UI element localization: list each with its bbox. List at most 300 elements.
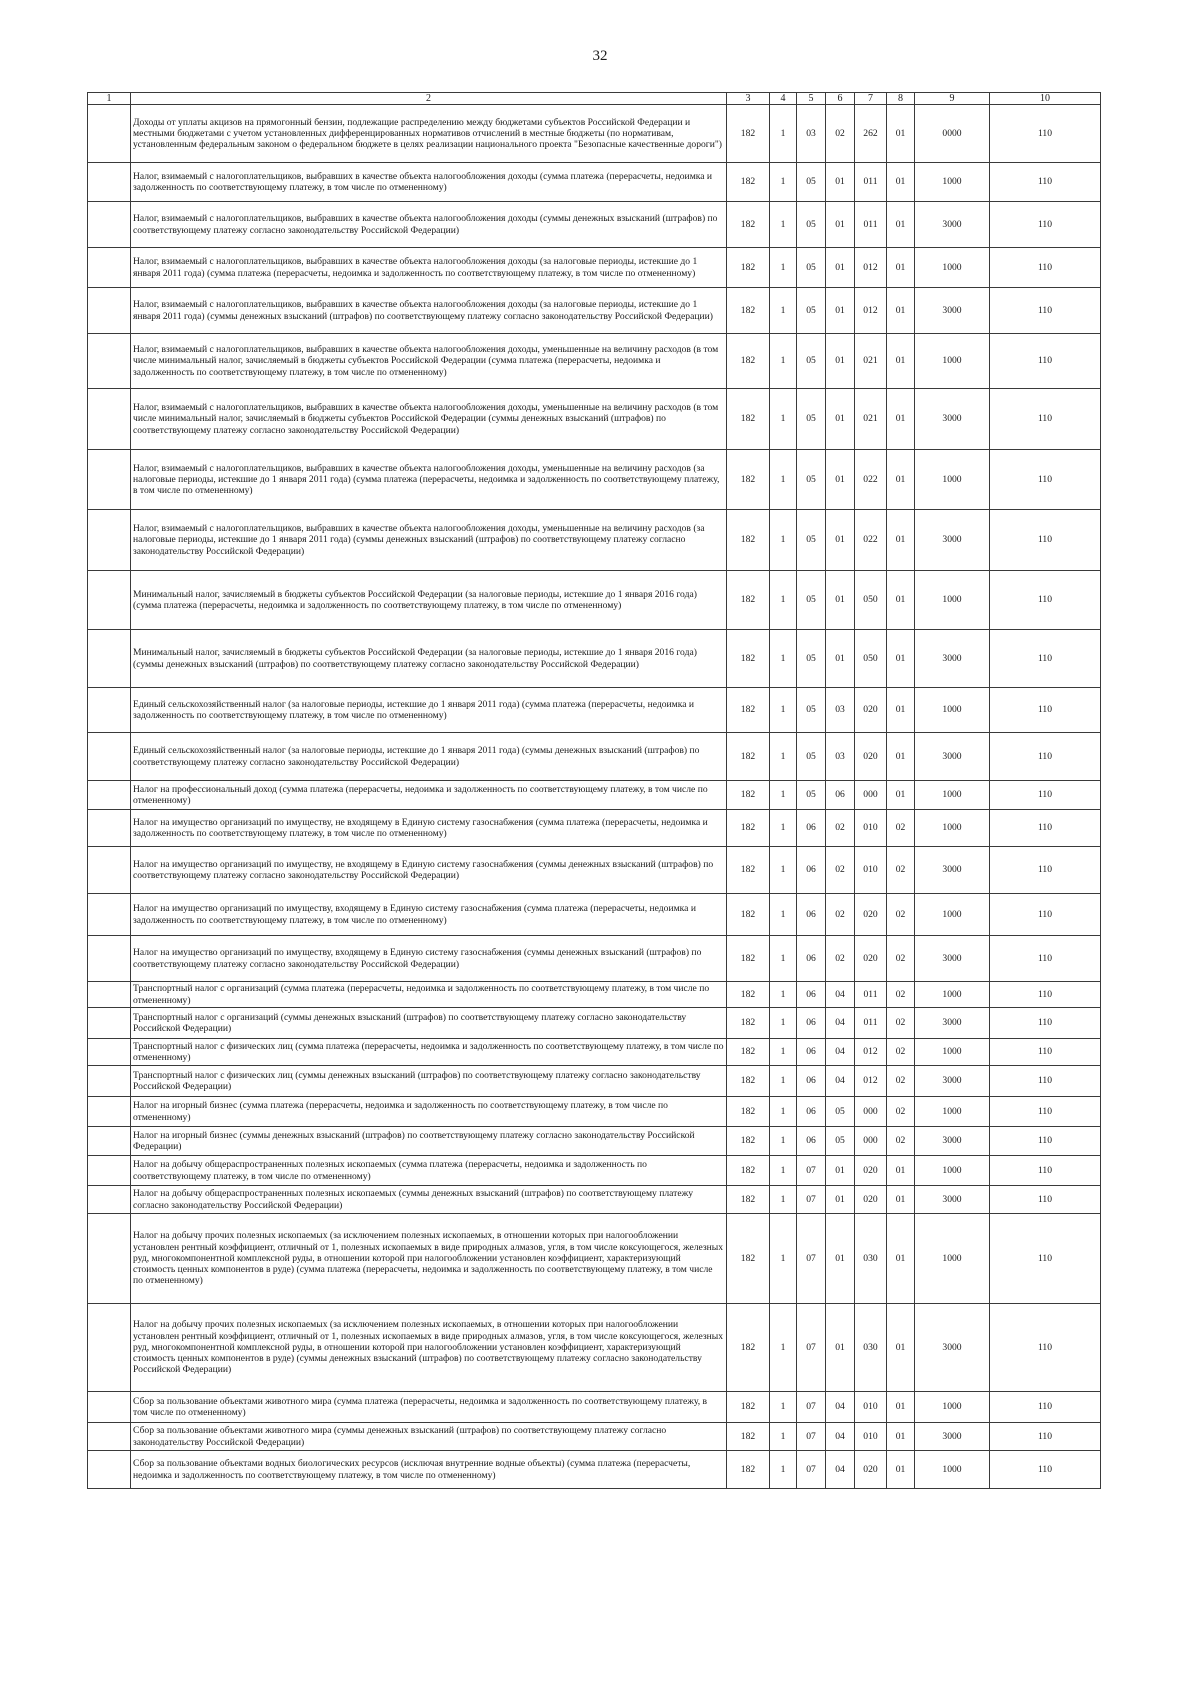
code-cell-col-4: 1 <box>770 847 797 894</box>
code-cell-col-5: 06 <box>797 982 826 1008</box>
code-cell-col-10: 110 <box>990 1186 1101 1214</box>
code-cell-col-10: 110 <box>990 1156 1101 1186</box>
code-cell-col-4: 1 <box>770 1214 797 1304</box>
empty-cell <box>88 163 131 202</box>
code-cell-col-5: 07 <box>797 1451 826 1489</box>
table-row <box>88 1214 1101 1304</box>
header-cell: 9 <box>915 93 990 105</box>
income-name-cell: Налог, взимаемый с налогоплательщиков, выбравших в качестве объекта налогообложения доходы, уменьшенные на величину расходов (в том числе минимальный налог, зачисляемый в бюджеты субъектов Российской Федерации (сумма платежа (перерасчеты, недоимка и задолженность по соответствующему платежу, в том числе по отмененному) <box>131 334 727 389</box>
empty-cell <box>88 1186 131 1214</box>
code-cell-col-8: 01 <box>887 450 915 510</box>
code-cell-col-6: 04 <box>826 1423 855 1451</box>
code-cell-col-6: 04 <box>826 1008 855 1039</box>
code-cell-col-8: 02 <box>887 894 915 936</box>
code-cell-col-7: 022 <box>855 510 887 571</box>
table-row <box>88 733 1101 781</box>
code-cell-col-6: 01 <box>826 1156 855 1186</box>
code-cell-col-8: 01 <box>887 389 915 450</box>
table-row <box>88 1451 1101 1489</box>
code-cell-col-10: 110 <box>990 1214 1101 1304</box>
code-cell-col-6: 01 <box>826 630 855 688</box>
code-cell-col-10: 110 <box>990 571 1101 630</box>
code-cell-col-3: 182 <box>727 389 770 450</box>
code-cell-col-5: 06 <box>797 847 826 894</box>
empty-cell <box>88 1304 131 1392</box>
code-cell-col-6: 02 <box>826 810 855 847</box>
code-cell-col-6: 01 <box>826 202 855 248</box>
table-row <box>88 288 1101 334</box>
code-cell-col-7: 012 <box>855 288 887 334</box>
code-cell-col-6: 01 <box>826 450 855 510</box>
code-cell-col-9: 1000 <box>915 894 990 936</box>
code-cell-col-3: 182 <box>727 1423 770 1451</box>
code-cell-col-3: 182 <box>727 781 770 810</box>
page-number: 32 <box>592 48 608 64</box>
code-cell-col-5: 05 <box>797 389 826 450</box>
table-row <box>88 334 1101 389</box>
empty-cell <box>88 1008 131 1039</box>
code-cell-col-9: 3000 <box>915 847 990 894</box>
code-cell-col-7: 000 <box>855 1127 887 1156</box>
code-cell-col-9: 1000 <box>915 1156 990 1186</box>
code-cell-col-9: 3000 <box>915 1423 990 1451</box>
tax-code-table <box>87 92 1101 1489</box>
code-cell-col-3: 182 <box>727 334 770 389</box>
income-name-cell: Налог на добычу прочих полезных ископаемых (за исключением полезных ископаемых, в отношении которых при налогообложении установлен рентный коэффициент, отличный от 1, полезных ископаемых в виде природных алмазов, угля, в том числе коксующегося, железных руд, многокомпонентной комплексной руды, в отношении которой при налогообложении установлен коэффициент, характеризующий стоимость ценных компонентов в руде) (сумма платежа (перерасчеты, недоимка и задолженность по соответствующему платежу, в том числе по отмененному) <box>131 1214 727 1304</box>
code-cell-col-9: 3000 <box>915 202 990 248</box>
code-cell-col-5: 05 <box>797 334 826 389</box>
code-cell-col-10: 110 <box>990 630 1101 688</box>
table-row <box>88 389 1101 450</box>
code-cell-col-8: 01 <box>887 733 915 781</box>
income-name-cell: Транспортный налог с физических лиц (сумма платежа (перерасчеты, недоимка и задолженность по соответствующему платежу, в том числе по отмененному) <box>131 1039 727 1066</box>
code-cell-col-6: 01 <box>826 163 855 202</box>
empty-cell <box>88 450 131 510</box>
code-cell-col-5: 05 <box>797 571 826 630</box>
code-cell-col-8: 01 <box>887 248 915 288</box>
code-cell-col-6: 05 <box>826 1127 855 1156</box>
code-cell-col-10: 110 <box>990 105 1101 163</box>
income-name-cell: Транспортный налог с организаций (суммы денежных взысканий (штрафов) по соответствующему платежу согласно законодательству Российской Федерации) <box>131 1008 727 1039</box>
code-cell-col-7: 020 <box>855 1186 887 1214</box>
empty-cell <box>88 936 131 982</box>
code-cell-col-3: 182 <box>727 847 770 894</box>
code-cell-col-6: 01 <box>826 1214 855 1304</box>
code-cell-col-3: 182 <box>727 1186 770 1214</box>
code-cell-col-5: 05 <box>797 688 826 733</box>
code-cell-col-8: 02 <box>887 1039 915 1066</box>
code-cell-col-8: 01 <box>887 1304 915 1392</box>
code-cell-col-9: 3000 <box>915 1186 990 1214</box>
code-cell-col-9: 3000 <box>915 510 990 571</box>
income-name-cell: Налог, взимаемый с налогоплательщиков, выбравших в качестве объекта налогообложения доходы (суммы денежных взысканий (штрафов) по соответствующему платежу согласно законодательству Российской Федерации) <box>131 202 727 248</box>
code-cell-col-8: 01 <box>887 630 915 688</box>
code-cell-col-10: 110 <box>990 1451 1101 1489</box>
empty-cell <box>88 389 131 450</box>
empty-cell <box>88 510 131 571</box>
code-cell-col-8: 01 <box>887 1423 915 1451</box>
code-cell-col-9: 1000 <box>915 163 990 202</box>
header-cell: 6 <box>826 93 855 105</box>
code-cell-col-4: 1 <box>770 688 797 733</box>
code-cell-col-8: 01 <box>887 105 915 163</box>
code-cell-col-10: 110 <box>990 510 1101 571</box>
code-cell-col-6: 02 <box>826 894 855 936</box>
header-cell: 10 <box>990 93 1101 105</box>
code-cell-col-9: 3000 <box>915 630 990 688</box>
code-cell-col-4: 1 <box>770 1451 797 1489</box>
empty-cell <box>88 571 131 630</box>
code-cell-col-10: 110 <box>990 733 1101 781</box>
table-row <box>88 450 1101 510</box>
income-name-cell: Налог на добычу общераспространенных полезных ископаемых (суммы денежных взысканий (штрафов) по соответствующему платежу согласно законодательству Российской Федерации) <box>131 1186 727 1214</box>
header-cell: 8 <box>887 93 915 105</box>
table-row <box>88 571 1101 630</box>
empty-cell <box>88 630 131 688</box>
code-cell-col-6: 03 <box>826 688 855 733</box>
empty-cell <box>88 847 131 894</box>
code-cell-col-5: 05 <box>797 248 826 288</box>
code-cell-col-6: 01 <box>826 1304 855 1392</box>
income-name-cell: Единый сельскохозяйственный налог (за налоговые периоды, истекшие до 1 января 2011 года) (сумма платежа (перерасчеты, недоимка и задолженность по соответствующему платежу, в том числе по отмененному) <box>131 688 727 733</box>
income-name-cell: Единый сельскохозяйственный налог (за налоговые периоды, истекшие до 1 января 2011 года) (суммы денежных взысканий (штрафов) по соответствующему платежу согласно законодательству Российской Федерации) <box>131 733 727 781</box>
code-cell-col-9: 3000 <box>915 1066 990 1097</box>
income-name-cell: Налог на имущество организаций по имуществу, не входящему в Единую систему газоснабжения (суммы денежных взысканий (штрафов) по соответствующему платежу согласно законодательству Российской Федерации) <box>131 847 727 894</box>
empty-cell <box>88 781 131 810</box>
income-name-cell: Налог, взимаемый с налогоплательщиков, выбравших в качестве объекта налогообложения доходы, уменьшенные на величину расходов (за налоговые периоды, истекшие до 1 января 2011 года) (суммы денежных взысканий (штрафов) по соответствующему платежу согласно законодательству Российской Федерации) <box>131 510 727 571</box>
empty-cell <box>88 1097 131 1127</box>
table-row <box>88 936 1101 982</box>
code-cell-col-7: 011 <box>855 982 887 1008</box>
code-cell-col-4: 1 <box>770 334 797 389</box>
code-cell-col-3: 182 <box>727 1066 770 1097</box>
code-cell-col-6: 05 <box>826 1097 855 1127</box>
income-name-cell: Транспортный налог с физических лиц (суммы денежных взысканий (штрафов) по соответствующему платежу согласно законодательству Российской Федерации) <box>131 1066 727 1097</box>
code-cell-col-4: 1 <box>770 510 797 571</box>
code-cell-col-5: 03 <box>797 105 826 163</box>
table-row <box>88 510 1101 571</box>
table-row <box>88 1186 1101 1214</box>
code-cell-col-8: 02 <box>887 1127 915 1156</box>
code-cell-col-8: 02 <box>887 982 915 1008</box>
code-cell-col-5: 06 <box>797 894 826 936</box>
header-cell: 1 <box>88 93 131 105</box>
code-cell-col-7: 020 <box>855 1156 887 1186</box>
code-cell-col-10: 110 <box>990 688 1101 733</box>
code-cell-col-6: 02 <box>826 105 855 163</box>
code-cell-col-3: 182 <box>727 630 770 688</box>
code-cell-col-6: 06 <box>826 781 855 810</box>
table-row <box>88 202 1101 248</box>
code-cell-col-7: 020 <box>855 733 887 781</box>
code-cell-col-8: 01 <box>887 1392 915 1423</box>
code-cell-col-7: 021 <box>855 334 887 389</box>
table-row <box>88 688 1101 733</box>
empty-cell <box>88 688 131 733</box>
code-cell-col-3: 182 <box>727 894 770 936</box>
code-cell-col-8: 02 <box>887 1097 915 1127</box>
code-cell-col-9: 1000 <box>915 688 990 733</box>
income-name-cell: Налог на добычу прочих полезных ископаемых (за исключением полезных ископаемых, в отношении которых при налогообложении установлен рентный коэффициент, отличный от 1, полезных ископаемых в виде природных алмазов, угля, в том числе коксующегося, железных руд, многокомпонентной комплексной руды, в отношении которой при налогообложении установлен коэффициент, характеризующий стоимость ценных компонентов в руде) (суммы денежных взысканий (штрафов) по соответствующему платежу согласно законодательству Российской Федерации) <box>131 1304 727 1392</box>
code-cell-col-4: 1 <box>770 982 797 1008</box>
empty-cell <box>88 1214 131 1304</box>
code-cell-col-10: 110 <box>990 163 1101 202</box>
code-cell-col-3: 182 <box>727 1127 770 1156</box>
code-cell-col-10: 110 <box>990 248 1101 288</box>
code-cell-col-7: 012 <box>855 1066 887 1097</box>
code-cell-col-5: 07 <box>797 1304 826 1392</box>
code-cell-col-8: 01 <box>887 781 915 810</box>
header-cell: 5 <box>797 93 826 105</box>
table-row <box>88 1097 1101 1127</box>
table-row <box>88 1156 1101 1186</box>
code-cell-col-8: 01 <box>887 202 915 248</box>
code-cell-col-5: 05 <box>797 733 826 781</box>
empty-cell <box>88 1451 131 1489</box>
code-cell-col-5: 05 <box>797 781 826 810</box>
header-row <box>88 93 1101 105</box>
code-cell-col-3: 182 <box>727 1451 770 1489</box>
table-row <box>88 810 1101 847</box>
code-cell-col-5: 07 <box>797 1392 826 1423</box>
income-name-cell: Сбор за пользование объектами животного мира (сумма платежа (перерасчеты, недоимка и задолженность по соответствующему платежу, в том числе по отмененному) <box>131 1392 727 1423</box>
empty-cell <box>88 1066 131 1097</box>
income-name-cell: Сбор за пользование объектами водных биологических ресурсов (исключая внутренние водные объекты) (сумма платежа (перерасчеты, недоимка и задолженность по соответствующему платежу, в том числе по отмененному) <box>131 1451 727 1489</box>
code-cell-col-10: 110 <box>990 810 1101 847</box>
code-cell-col-4: 1 <box>770 389 797 450</box>
code-cell-col-7: 011 <box>855 1008 887 1039</box>
code-cell-col-7: 011 <box>855 202 887 248</box>
income-name-cell: Минимальный налог, зачисляемый в бюджеты субъектов Российской Федерации (за налоговые периоды, истекшие до 1 января 2016 года) (суммы денежных взысканий (штрафов) по соответствующему платежу согласно законодательству Российской Федерации) <box>131 630 727 688</box>
code-cell-col-6: 01 <box>826 510 855 571</box>
code-cell-col-3: 182 <box>727 202 770 248</box>
code-cell-col-5: 06 <box>797 1066 826 1097</box>
code-cell-col-3: 182 <box>727 1008 770 1039</box>
code-cell-col-8: 01 <box>887 571 915 630</box>
code-cell-col-5: 07 <box>797 1214 826 1304</box>
code-cell-col-9: 0000 <box>915 105 990 163</box>
empty-cell <box>88 334 131 389</box>
empty-cell <box>88 202 131 248</box>
empty-cell <box>88 288 131 334</box>
code-cell-col-5: 06 <box>797 936 826 982</box>
code-cell-col-6: 04 <box>826 1392 855 1423</box>
code-cell-col-3: 182 <box>727 1097 770 1127</box>
code-cell-col-7: 010 <box>855 1392 887 1423</box>
code-cell-col-10: 110 <box>990 288 1101 334</box>
income-name-cell: Налог, взимаемый с налогоплательщиков, выбравших в качестве объекта налогообложения доходы (за налоговые периоды, истекшие до 1 января 2011 года) (суммы денежных взысканий (штрафов) по соответствующему платежу согласно законодательству Российской Федерации) <box>131 288 727 334</box>
code-cell-col-6: 01 <box>826 1186 855 1214</box>
code-cell-col-9: 1000 <box>915 1039 990 1066</box>
code-cell-col-4: 1 <box>770 936 797 982</box>
code-cell-col-9: 1000 <box>915 781 990 810</box>
code-cell-col-6: 04 <box>826 1066 855 1097</box>
empty-cell <box>88 982 131 1008</box>
code-cell-col-9: 1000 <box>915 1451 990 1489</box>
income-name-cell: Доходы от уплаты акцизов на прямогонный бензин, подлежащие распределению между бюджетами субъектов Российской Федерации и местными бюджетами с учетом установленных дифференцированных нормативов отчислений в местные бюджеты (по нормативам, установленным федеральным законом о федеральном бюджете в целях реализации национального проекта "Безопасные качественные дороги") <box>131 105 727 163</box>
code-cell-col-3: 182 <box>727 1214 770 1304</box>
code-cell-col-9: 3000 <box>915 1127 990 1156</box>
code-cell-col-8: 02 <box>887 936 915 982</box>
code-cell-col-8: 01 <box>887 688 915 733</box>
code-cell-col-5: 07 <box>797 1186 826 1214</box>
code-cell-col-3: 182 <box>727 510 770 571</box>
income-name-cell: Налог на профессиональный доход (сумма платежа (перерасчеты, недоимка и задолженность по соответствующему платежу, в том числе по отмененному) <box>131 781 727 810</box>
code-cell-col-8: 01 <box>887 1156 915 1186</box>
code-cell-col-10: 110 <box>990 202 1101 248</box>
code-cell-col-4: 1 <box>770 733 797 781</box>
code-cell-col-10: 110 <box>990 1097 1101 1127</box>
table-row <box>88 248 1101 288</box>
code-cell-col-8: 02 <box>887 847 915 894</box>
code-cell-col-4: 1 <box>770 288 797 334</box>
income-name-cell: Налог на имущество организаций по имуществу, входящему в Единую систему газоснабжения (сумма платежа (перерасчеты, недоимка и задолженность по соответствующему платежу, в том числе по отмененному) <box>131 894 727 936</box>
code-cell-col-6: 01 <box>826 571 855 630</box>
empty-cell <box>88 1156 131 1186</box>
code-cell-col-8: 01 <box>887 1186 915 1214</box>
code-cell-col-10: 110 <box>990 450 1101 510</box>
code-cell-col-10: 110 <box>990 936 1101 982</box>
code-cell-col-7: 012 <box>855 248 887 288</box>
code-cell-col-4: 1 <box>770 1039 797 1066</box>
code-cell-col-7: 000 <box>855 781 887 810</box>
code-cell-col-6: 01 <box>826 288 855 334</box>
code-cell-col-10: 110 <box>990 781 1101 810</box>
code-cell-col-10: 110 <box>990 982 1101 1008</box>
code-cell-col-3: 182 <box>727 105 770 163</box>
code-cell-col-8: 02 <box>887 1066 915 1097</box>
empty-cell <box>88 1423 131 1451</box>
code-cell-col-5: 06 <box>797 1097 826 1127</box>
table-row <box>88 781 1101 810</box>
code-cell-col-3: 182 <box>727 248 770 288</box>
code-cell-col-7: 020 <box>855 894 887 936</box>
code-cell-col-10: 110 <box>990 389 1101 450</box>
income-name-cell: Налог на добычу общераспространенных полезных ископаемых (сумма платежа (перерасчеты, недоимка и задолженность по соответствующему платежу, в том числе по отмененному) <box>131 1156 727 1186</box>
code-cell-col-9: 1000 <box>915 1214 990 1304</box>
empty-cell <box>88 733 131 781</box>
code-cell-col-9: 3000 <box>915 288 990 334</box>
code-cell-col-6: 04 <box>826 1039 855 1066</box>
code-cell-col-3: 182 <box>727 571 770 630</box>
table-row <box>88 630 1101 688</box>
income-name-cell: Транспортный налог с организаций (сумма платежа (перерасчеты, недоимка и задолженность по соответствующему платежу, в том числе по отмененному) <box>131 982 727 1008</box>
code-cell-col-7: 000 <box>855 1097 887 1127</box>
code-cell-col-4: 1 <box>770 248 797 288</box>
empty-cell <box>88 105 131 163</box>
code-cell-col-5: 05 <box>797 630 826 688</box>
code-cell-col-10: 110 <box>990 847 1101 894</box>
code-cell-col-7: 010 <box>855 847 887 894</box>
header-cell: 4 <box>770 93 797 105</box>
code-cell-col-6: 01 <box>826 334 855 389</box>
code-cell-col-3: 182 <box>727 810 770 847</box>
income-name-cell: Налог, взимаемый с налогоплательщиков, выбравших в качестве объекта налогообложения доходы, уменьшенные на величину расходов (за налоговые периоды, истекшие до 1 января 2011 года) (сумма платежа (перерасчеты, недоимка и задолженность по соответствующему платежу, в том числе по отмененному) <box>131 450 727 510</box>
empty-cell <box>88 248 131 288</box>
code-cell-col-7: 010 <box>855 1423 887 1451</box>
code-cell-col-4: 1 <box>770 202 797 248</box>
table-row <box>88 1066 1101 1097</box>
code-cell-col-8: 02 <box>887 810 915 847</box>
code-cell-col-10: 110 <box>990 1066 1101 1097</box>
code-cell-col-5: 07 <box>797 1156 826 1186</box>
code-cell-col-9: 1000 <box>915 982 990 1008</box>
empty-cell <box>88 1392 131 1423</box>
table-row <box>88 894 1101 936</box>
code-cell-col-9: 3000 <box>915 1304 990 1392</box>
income-name-cell: Налог на имущество организаций по имуществу, входящему в Единую систему газоснабжения (суммы денежных взысканий (штрафов) по соответствующему платежу согласно законодательству Российской Федерации) <box>131 936 727 982</box>
code-cell-col-4: 1 <box>770 1008 797 1039</box>
code-cell-col-7: 020 <box>855 688 887 733</box>
code-cell-col-4: 1 <box>770 1186 797 1214</box>
code-cell-col-10: 110 <box>990 334 1101 389</box>
code-cell-col-9: 3000 <box>915 389 990 450</box>
code-cell-col-6: 03 <box>826 733 855 781</box>
code-cell-col-8: 01 <box>887 1214 915 1304</box>
code-cell-col-4: 1 <box>770 1392 797 1423</box>
code-cell-col-9: 3000 <box>915 1008 990 1039</box>
code-cell-col-5: 06 <box>797 1039 826 1066</box>
code-cell-col-7: 021 <box>855 389 887 450</box>
code-cell-col-7: 050 <box>855 630 887 688</box>
income-name-cell: Налог, взимаемый с налогоплательщиков, выбравших в качестве объекта налогообложения доходы (сумма платежа (перерасчеты, недоимка и задолженность по соответствующему платежу, в том числе по отмененному) <box>131 163 727 202</box>
code-cell-col-4: 1 <box>770 450 797 510</box>
code-cell-col-4: 1 <box>770 630 797 688</box>
code-cell-col-4: 1 <box>770 1097 797 1127</box>
code-cell-col-8: 01 <box>887 163 915 202</box>
table-row <box>88 163 1101 202</box>
code-cell-col-7: 020 <box>855 1451 887 1489</box>
code-cell-col-4: 1 <box>770 1127 797 1156</box>
code-cell-col-5: 05 <box>797 450 826 510</box>
code-cell-col-10: 110 <box>990 1392 1101 1423</box>
income-name-cell: Минимальный налог, зачисляемый в бюджеты субъектов Российской Федерации (за налоговые периоды, истекшие до 1 января 2016 года) (сумма платежа (перерасчеты, недоимка и задолженность по соответствующему платежу, в том числе по отмененному) <box>131 571 727 630</box>
code-cell-col-5: 06 <box>797 810 826 847</box>
empty-cell <box>88 894 131 936</box>
header-cell: 7 <box>855 93 887 105</box>
code-cell-col-9: 1000 <box>915 571 990 630</box>
code-cell-col-7: 262 <box>855 105 887 163</box>
code-cell-col-7: 010 <box>855 810 887 847</box>
code-cell-col-4: 1 <box>770 571 797 630</box>
code-cell-col-4: 1 <box>770 781 797 810</box>
code-cell-col-6: 02 <box>826 847 855 894</box>
code-cell-col-9: 1000 <box>915 810 990 847</box>
code-cell-col-10: 110 <box>990 1127 1101 1156</box>
code-cell-col-6: 04 <box>826 982 855 1008</box>
code-cell-col-9: 3000 <box>915 936 990 982</box>
table-row <box>88 1127 1101 1156</box>
code-cell-col-9: 1000 <box>915 248 990 288</box>
code-cell-col-9: 1000 <box>915 450 990 510</box>
code-cell-col-7: 022 <box>855 450 887 510</box>
table-row <box>88 105 1101 163</box>
code-cell-col-4: 1 <box>770 1156 797 1186</box>
table-row <box>88 1304 1101 1392</box>
code-cell-col-8: 01 <box>887 288 915 334</box>
table-row <box>88 1423 1101 1451</box>
income-name-cell: Налог на игорный бизнес (суммы денежных взысканий (штрафов) по соответствующему платежу согласно законодательству Российской Федерации) <box>131 1127 727 1156</box>
code-cell-col-4: 1 <box>770 105 797 163</box>
code-cell-col-4: 1 <box>770 810 797 847</box>
header-cell: 3 <box>727 93 770 105</box>
code-cell-col-3: 182 <box>727 982 770 1008</box>
code-cell-col-7: 011 <box>855 163 887 202</box>
table-row <box>88 1392 1101 1423</box>
code-cell-col-7: 030 <box>855 1214 887 1304</box>
code-cell-col-5: 07 <box>797 1423 826 1451</box>
empty-cell <box>88 810 131 847</box>
